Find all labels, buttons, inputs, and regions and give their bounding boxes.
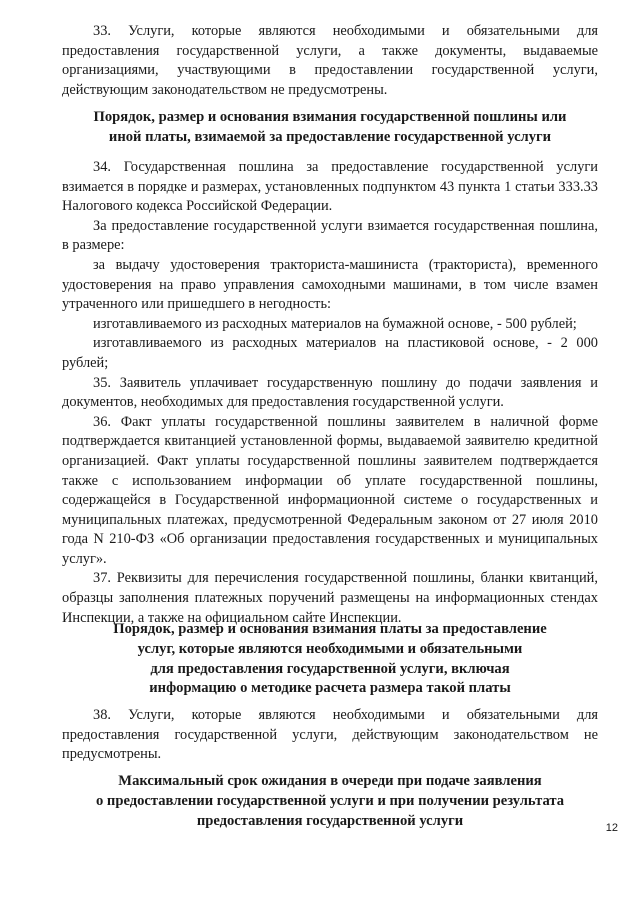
queue-heading — [62, 772, 598, 831]
paragraph-36: 36. Факт уплаты государственной пошлины заявителем в наличной форме подтверждается квитанцией установленной формы, выдаваемой заявителю кредитной организацией. Факт уплаты государственной пошлины заявителем подтверждается также с использованием информации об уплате государственной пошлины, содержащейся в Государственной информационной системе о государственных и муниципальных платежах, предусмотренной Федеральным законом от 27 июля 2010 года N 210-ФЗ «Об организации предоставления государственных и муниципальных услуг». — [62, 413, 598, 567]
queue-heading-line-1: Максимальный срок ожидания в очереди при подаче заявления — [118, 773, 542, 789]
queue-heading-line-3: предоставления государственной услуги — [196, 812, 464, 829]
paragraph-35: 35. Заявитель уплачивает государственную пошлину до подачи заявления и документов, необходимых для предоставления государственной услуги. — [62, 374, 598, 411]
service-fee-heading — [62, 620, 598, 699]
fee-heading — [62, 108, 598, 148]
section-38 — [62, 706, 598, 765]
fee-section — [62, 158, 598, 628]
service-fee-heading-line-2: услуг, которые являются необходимыми и обязательными — [137, 640, 523, 657]
service-fee-heading-line-1: Порядок, размер и основания взимания платы за предоставление — [113, 621, 547, 637]
paragraph-33: 33. Услуги, которые являются необходимыми и обязательными для предоставления государственной услуги, а также документы, выдаваемые организациями, участвующими в предоставлении государственной услуги, действующим законодательством не предусмотрены. — [62, 23, 598, 98]
service-fee-heading-line-4: информацию о методике расчета размера такой платы — [149, 680, 511, 697]
fee-heading-line-2: иной платы, взимаемой за предоставление государственной услуги — [108, 128, 552, 145]
paragraph-38: 38. Услуги, которые являются необходимыми и обязательными для предоставления государственной услуги, действующим законодательством не предусмотрены. — [62, 707, 598, 763]
paragraph-34-plastic-fee: изготавливаемого из расходных материалов на пластиковой основе, - 2 000 рублей; — [62, 335, 598, 371]
paragraph-34-paper-fee: изготавливаемого из расходных материалов на бумажной основе, - 500 рублей; — [93, 315, 577, 332]
page-number: 12 — [605, 822, 618, 834]
paragraph-34: 34. Государственная пошлина за предоставление государственной услуги взимается в порядке и размерах, установленных подпунктом 43 пункта 1 статьи 333.33 Налогового кодекса Российской Федерации. — [62, 159, 598, 215]
queue-heading-line-2: о предоставлении государственной услуги и при получении результата — [95, 792, 565, 809]
paragraph-34-fee-intro: За предоставление государственной услуги взимается государственная пошлина, в размере: — [62, 217, 598, 254]
paragraph-37: 37. Реквизиты для перечисления государственной пошлины, бланки квитанций, образцы заполнения платежных поручений размещены на информационных стендах Инспекции, а также на официальном сайте Инспекции. — [62, 570, 598, 626]
fee-heading-line-1: Порядок, размер и основания взимания государственной пошлины или — [93, 109, 567, 125]
service-fee-heading-line-3: для предоставления государственной услуги, включая — [150, 660, 510, 677]
paragraph-34-fee-purpose: за выдачу удостоверения тракториста-машиниста (тракториста), временного удостоверения на право управления самоходными машинами, в том числе взамен утраченного или пришедшего в негодность: — [62, 256, 598, 313]
section-33 — [62, 22, 598, 100]
